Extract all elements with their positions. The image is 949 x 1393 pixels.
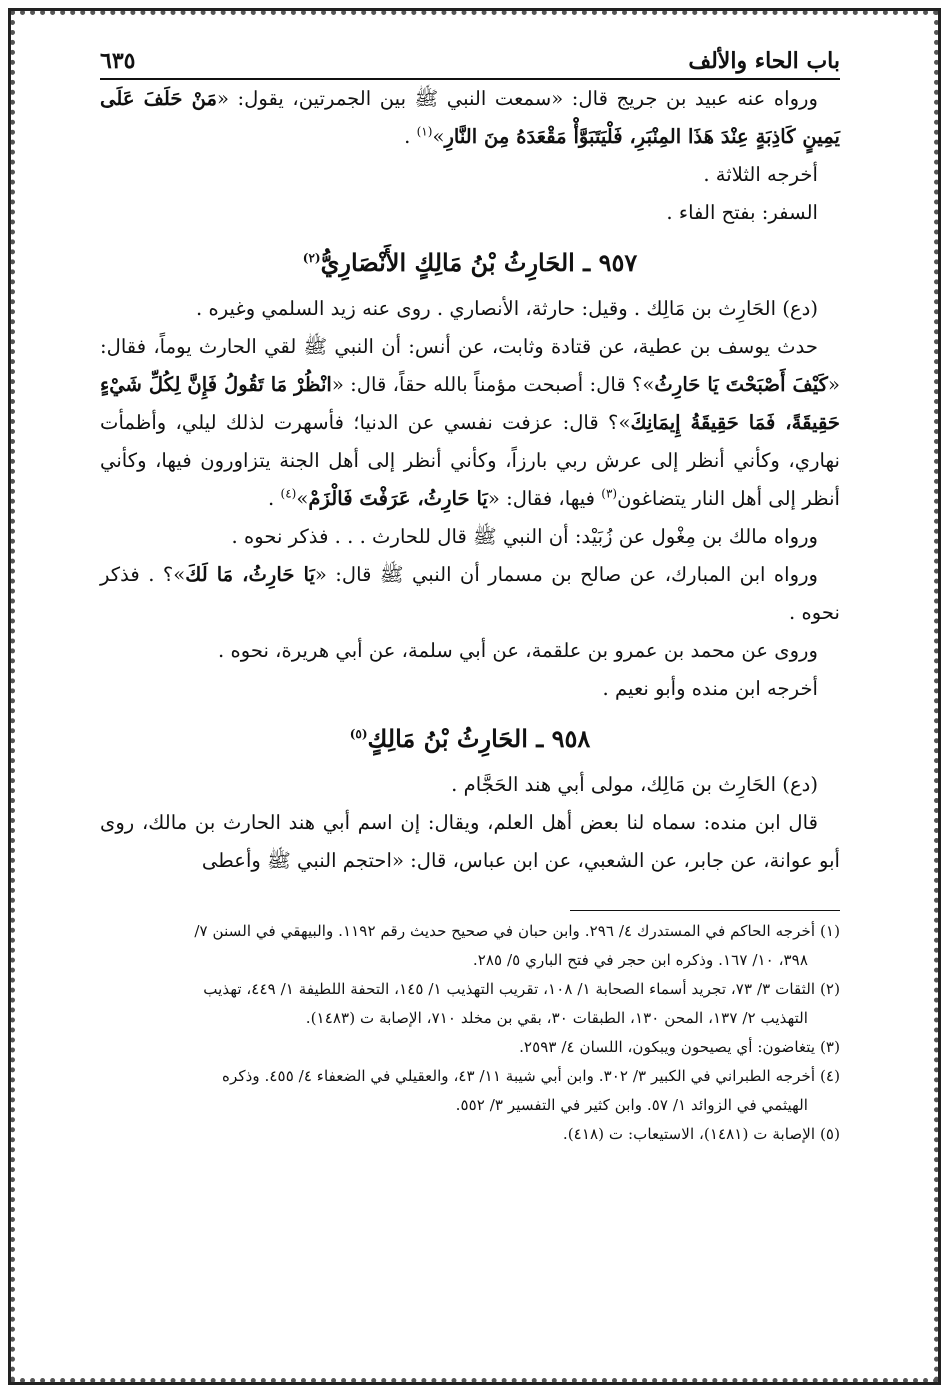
footnote-marker: (٢): [302, 251, 321, 265]
entry-heading: [100, 718, 840, 760]
footnotes: [100, 917, 840, 1149]
text-span: .: [404, 125, 417, 148]
footnote-marker: (٥): [349, 727, 368, 741]
footnote: [100, 975, 840, 1004]
footnote: [100, 1033, 840, 1062]
footnote-text: الثقات ٣/ ٧٣، تجريد أسماء الصحابة ١/ ١٠٨، تقريب التهذيب ١/ ١٤٥، التحفة اللطيفة ١/ ٤٤٩، تهذيب: [203, 980, 816, 998]
paragraph: (دع) الحَارِث بن مَالِك، مولى أبي هند الحَجَّام .: [451, 773, 818, 796]
hadith-text: مَنْ حَلَفَ عَلَى يَمِينٍ كَاذِبَةٍ عِنْدَ هَذَا المِنْبَرِ، فَلْيَتَبَوَّأْ مَقْعَدَهُ مِنَ النَّارِ: [100, 87, 840, 148]
footnote-continuation: التهذيب ٢/ ١٣٧، المحن ١٣٠، الطبقات ٣٠، بقي بن مخلد ٧١٠، الإصابة ت (١٤٨٣).: [305, 1009, 808, 1027]
footnote-number: (٣): [819, 1038, 840, 1056]
footnote-continuation: الهيثمي في الزوائد ١/ ٥٧. وابن كثير في التفسير ٣/ ٥٥٢.: [455, 1096, 808, 1114]
paragraph: أخرجه الثلاثة .: [703, 163, 818, 186]
paragraph: [100, 556, 840, 632]
entry-heading: [100, 242, 840, 284]
footnote: [100, 917, 840, 946]
paragraph: [100, 80, 840, 156]
text-span: »: [296, 487, 309, 510]
hadith-text: يَا حَارِثُ، عَرَفْتَ فَالْزَمْ: [308, 487, 488, 510]
footnote-text: الإصابة ت (١٤٨١)، الاستيعاب: ت (٤١٨).: [562, 1125, 816, 1143]
footnote-text: يتغاضون: أي يصيحون ويبكون، اللسان ٤/ ٢٥٩٣.: [519, 1038, 816, 1056]
footnote: [100, 1120, 840, 1149]
footnote-marker: (١): [416, 124, 433, 139]
hadith-text: انْظُرْ مَا تَقُولُ فَإِنَّ لِكُلِّ شَيْءٍ حَقِيقَةً، فَمَا حَقِيقَةُ إِيمَانِكَ: [100, 373, 840, 434]
footnote-marker: (٤): [280, 486, 297, 501]
running-header: [100, 40, 840, 80]
text-span: »: [432, 125, 445, 148]
entry-title-text: ٩٥٨ ـ الحَارِثُ بْنُ مَالِكٍ: [367, 724, 591, 753]
text-span: .: [268, 487, 281, 510]
text-span: ورواه ابن المبارك، عن صالح بن مسمار أن النبي ﷺ قال: «: [314, 563, 818, 586]
footnote-marker: (٣): [601, 486, 618, 501]
book-page: [100, 40, 840, 1149]
paragraph: السفر: بفتح الفاء .: [666, 201, 818, 224]
chapter-title: باب الحاء والألف: [688, 48, 840, 74]
footnote-separator: [570, 910, 840, 911]
footnote-continuation: ٣٩٨، ١٠/ ١٦٧. وذكره ابن حجر في فتح الباري ٥/ ٢٨٥.: [472, 951, 808, 969]
text-span: ورواه عنه عبيد بن جريج قال: «سمعت النبي ﷺ بين الجمرتين، يقول: «: [217, 87, 818, 110]
footnote: [100, 1062, 840, 1091]
footnote-number: (٤): [819, 1067, 840, 1085]
footnote-number: (٥): [819, 1125, 840, 1143]
footnote-text: أخرجه الطبراني في الكبير ٣/ ٣٠٢. وابن أبي شيبة ١١/ ٤٣، والعقيلي في الضعفاء ٤/ ٤٥٥. وذكره: [222, 1067, 816, 1085]
text-span: »؟ . فذكر نحوه .: [100, 563, 840, 624]
text-span: حدث يوسف بن عطية، عن قتادة وثابت، عن أنس: أن النبي ﷺ لقي الحارث يوماً، فقال: «: [100, 335, 840, 396]
paragraph: (دع) الحَارِث بن مَالِك . وقيل: حارثة، الأنصاري . روى عنه زيد السلمي وغيره .: [196, 297, 818, 320]
hadith-text: يَا حَارِثُ، مَا لَكَ: [185, 563, 315, 586]
footnote-number: (٢): [819, 980, 840, 998]
main-text: [100, 80, 840, 880]
paragraph: أخرجه ابن منده وأبو نعيم .: [602, 677, 818, 700]
paragraph: وروى عن محمد بن عمرو بن علقمة، عن أبي سلمة، عن أبي هريرة، نحوه .: [217, 639, 818, 662]
hadith-text: كَيْفَ أَصْبَحْتَ يَا حَارِثُ: [654, 373, 828, 396]
paragraph: [100, 328, 840, 518]
entry-title-text: ٩٥٧ ـ الحَارِثُ بْنُ مَالِكٍ الأَنْصَارِيُّ: [320, 248, 638, 277]
text-span: »؟ قال: أصبحت مؤمناً بالله حقاً، قال: «: [331, 373, 655, 396]
text-span: »؟ قال: عزفت نفسي عن الدنيا؛ فأسهرت لذلك ليلي، وأظمأت نهاري، وكأني أنظر إلى عرش ربي بارزاً، وكأني أنظر إلى أهل الجنة يتزاورون فيها، وكأني أنظر إلى أهل النار يتضاغون: [100, 411, 840, 510]
text-span: فيها، فقال: «: [487, 487, 602, 510]
footnote-number: (١): [819, 922, 840, 940]
page-number: ٦٣٥: [100, 48, 136, 74]
paragraph: قال ابن منده: سماه لنا بعض أهل العلم، ويقال: إن اسم أبي هند الحارث بن مالك، روى أبو عوانة، عن جابر، عن الشعبي، عن ابن عباس، قال: «احتجم النبي ﷺ وأعطى: [100, 811, 840, 872]
paragraph: ورواه مالك بن مِغْول عن زُبَيْد: أن النبي ﷺ قال للحارث . . . فذكر نحوه .: [231, 525, 818, 548]
footnote-text: أخرجه الحاكم في المستدرك ٤/ ٢٩٦. وابن حبان في صحيح حديث رقم ١١٩٢. والبيهقي في السنن ٧/: [194, 922, 816, 940]
